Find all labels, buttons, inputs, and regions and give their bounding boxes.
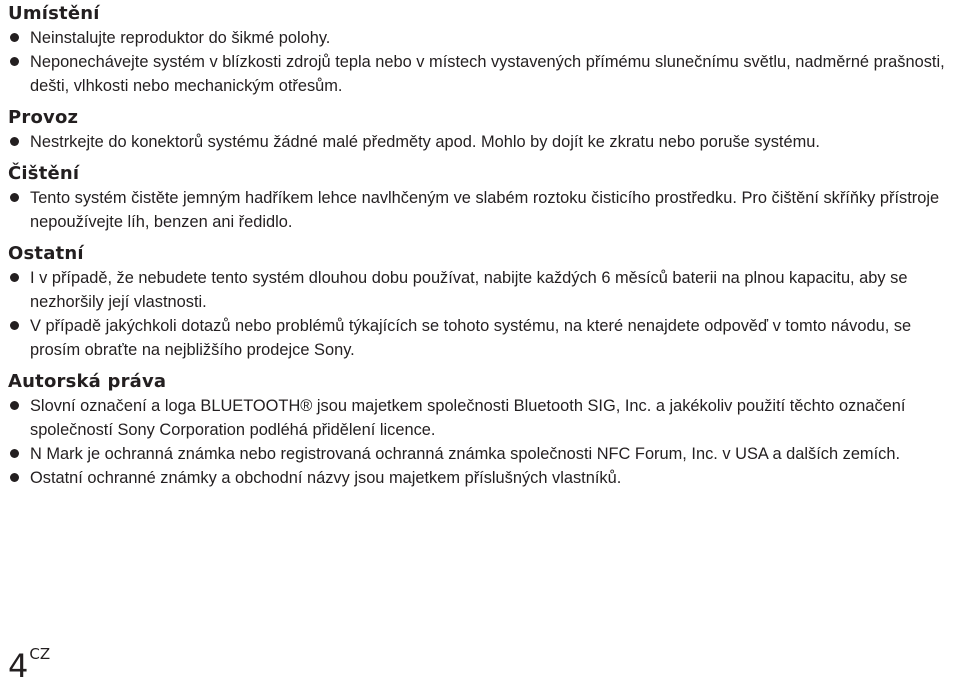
bullet-icon: [10, 273, 19, 282]
bullet-icon: [10, 473, 19, 482]
list-item-text: Neinstalujte reproduktor do šikmé polohy.: [30, 29, 331, 47]
section-heading-placement: Umístění: [8, 3, 100, 24]
operation-list: [8, 130, 956, 154]
list-item: [8, 466, 956, 490]
bullet-icon: [10, 401, 19, 410]
list-item-text: Tento systém čistěte jemným hadříkem lehce navlhčeným ve slabém roztoku čisticího prostředku. Pro čištění skříňky přístroje nepoužívejte líh, benzen ani ředidlo.: [30, 189, 940, 231]
bullet-icon: [10, 449, 19, 458]
section-heading-cleaning: Čištění: [8, 163, 80, 184]
bullet-icon: [10, 137, 19, 146]
list-item-text: Nestrkejte do konektorů systému žádné malé předměty apod. Mohlo by dojít ke zkratu nebo poruše systému.: [30, 133, 820, 151]
list-item: [8, 266, 956, 314]
list-item: [8, 394, 956, 442]
bullet-icon: [10, 193, 19, 202]
list-item: [8, 26, 956, 50]
section-heading-copyright: Autorská práva: [8, 371, 167, 392]
section-heading-other: Ostatní: [8, 243, 84, 264]
list-item-text: Slovní označení a loga BLUETOOTH® jsou majetkem společnosti Bluetooth SIG, Inc. a jakékoliv použití těchto označení společností Sony Corporation podléhá přidělení licence.: [30, 397, 906, 439]
page-number-value: 4: [8, 647, 29, 685]
placement-list: [8, 26, 956, 98]
bullet-icon: [10, 321, 19, 330]
bullet-icon: [10, 33, 19, 42]
cleaning-list: [8, 186, 956, 234]
list-item: [8, 314, 956, 362]
language-code: CZ: [29, 645, 51, 663]
section-heading-operation: Provoz: [8, 107, 79, 128]
list-item-text: Ostatní ochranné známky a obchodní názvy jsou majetkem příslušných vlastníků.: [30, 469, 622, 487]
list-item-text: I v případě, že nebudete tento systém dlouhou dobu používat, nabijte každých 6 měsíců baterii na plnou kapacitu, aby se nezhoršily její vlastnosti.: [30, 269, 908, 311]
list-item-text: Neponechávejte systém v blízkosti zdrojů tepla nebo v místech vystavených přímému slunečnímu světlu, nadměrné prašnosti, dešti, vlhkosti nebo mechanickým otřesům.: [30, 53, 945, 95]
list-item: [8, 130, 956, 154]
list-item: [8, 442, 956, 466]
list-item-text: N Mark je ochranná známka nebo registrovaná ochranná známka společnosti NFC Forum, Inc. v USA a dalších zemích.: [30, 445, 901, 463]
list-item-text: V případě jakýchkoli dotazů nebo problémů týkajících se tohoto systému, na které nenajdete odpověď v tomto návodu, se prosím obraťte na nejbližšího prodejce Sony.: [30, 317, 912, 359]
other-list: [8, 266, 956, 362]
list-item: [8, 186, 956, 234]
document-page: [8, 0, 956, 490]
bullet-icon: [10, 57, 19, 66]
copyright-list: [8, 394, 956, 490]
list-item: [8, 50, 956, 98]
